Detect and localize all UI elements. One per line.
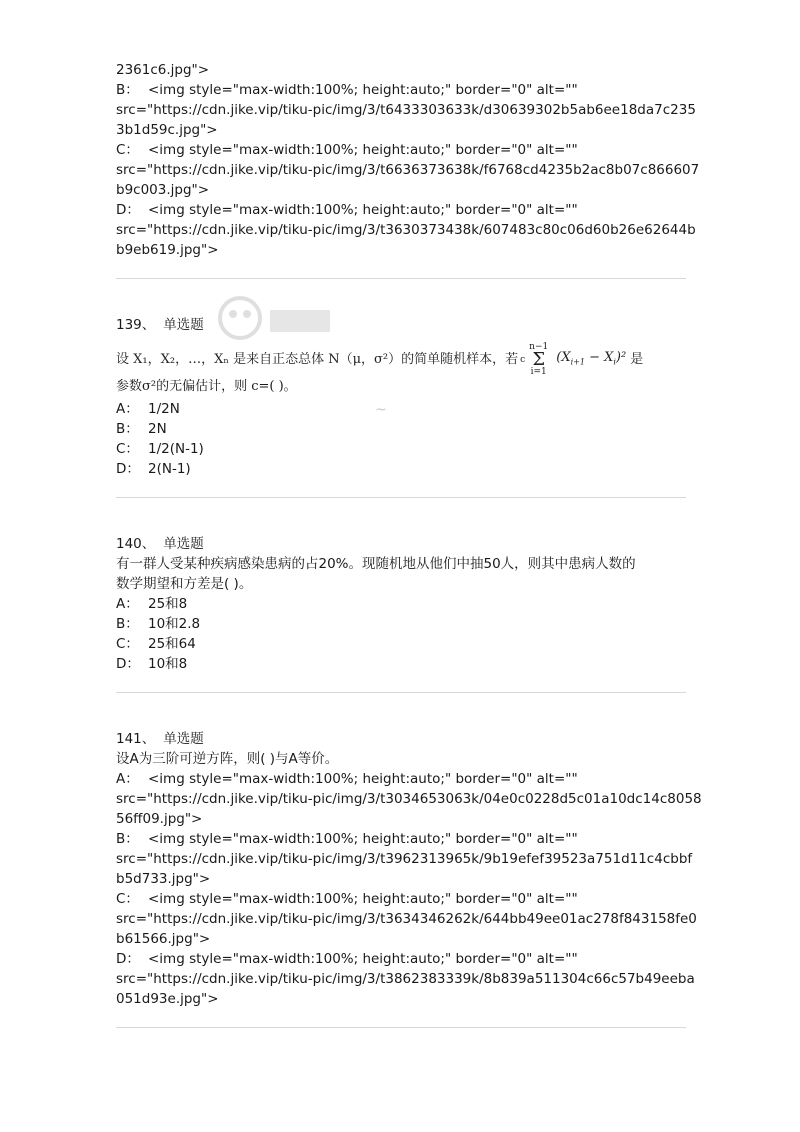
q138-option-c[interactable] [116, 140, 686, 160]
option-text-cont: 56ff09.jpg"> [116, 811, 203, 827]
option-c[interactable] [116, 634, 686, 654]
option-text-cont: 3b1d59c.jpg"> [116, 122, 218, 138]
question-number: 139、 [116, 317, 156, 333]
option-label: A： [116, 596, 139, 612]
option-text-cont: src="https://cdn.jike.vip/tiku-pic/img/3/t3862383339k/8b839a511304c66c57b49eeba [116, 971, 695, 987]
q138-option-d[interactable] [116, 200, 686, 220]
question-141 [116, 729, 702, 1009]
option-b[interactable] [116, 419, 686, 439]
question-number: 141、 [116, 731, 156, 747]
option-text: <img style="max-width:100%; height:auto;" border="0" alt="" [148, 82, 578, 98]
option-text: <img style="max-width:100%; height:auto;" border="0" alt="" [148, 771, 578, 787]
question-type: 单选题 [163, 317, 204, 333]
option-label: C： [116, 142, 139, 158]
option-text: <img style="max-width:100%; height:auto;" border="0" alt="" [148, 202, 578, 218]
option-text: <img style="max-width:100%; height:auto;" border="0" alt="" [148, 891, 578, 907]
expr-part: )² [615, 349, 627, 365]
option-text-cont: src="https://cdn.jike.vip/tiku-pic/img/3/t3634346262k/644bb49ee01ac278f843158fe0 [116, 911, 697, 927]
option-text-cont: src="https://cdn.jike.vip/tiku-pic/img/3/t3630373438k/607483c80c06d60b26e62644b [116, 222, 696, 238]
option-text: <img style="max-width:100%; height:auto;" border="0" alt="" [148, 831, 578, 847]
option-label: C： [116, 636, 139, 652]
option-d[interactable] [116, 654, 686, 674]
stem-text: 参数σ²的无偏估计，则 c=( )。 [116, 379, 297, 394]
sum-lower: i=1 [530, 367, 547, 377]
option-c[interactable] [116, 439, 686, 459]
question-139 [116, 315, 686, 479]
sum-symbol [529, 343, 548, 377]
page-content [116, 60, 702, 1028]
option-label: B： [116, 421, 139, 437]
option-text: <img style="max-width:100%; height:auto;" border="0" alt="" [148, 951, 578, 967]
question-header [116, 729, 686, 749]
option-text: 1/2N [148, 401, 180, 417]
option-b[interactable] [116, 614, 686, 634]
question-header [116, 315, 686, 335]
sigma-icon: Σ [532, 349, 546, 370]
option-text: 1/2(N-1) [148, 441, 204, 457]
option-label: A： [116, 771, 139, 787]
question-140 [116, 534, 686, 674]
option-text: 10和2.8 [148, 616, 201, 632]
option-label: D： [116, 202, 140, 218]
stem-text: 设A为三阶可逆方阵，则( )与A等价。 [116, 751, 339, 767]
option-label: C： [116, 441, 139, 457]
expr-part: (X [556, 349, 571, 365]
sum-upper: n−1 [529, 342, 549, 352]
option-text: 10和8 [148, 656, 188, 672]
formula-c: c [520, 355, 526, 365]
option-label: B： [116, 831, 139, 847]
expr-sub: i [613, 357, 616, 367]
option-text-cont: src="https://cdn.jike.vip/tiku-pic/img/3/t6636373638k/f6768cd4235b2ac8b07c866607 [116, 162, 700, 178]
option-text: 2N [148, 421, 167, 437]
options-list [116, 399, 686, 479]
option-text: 2(N-1) [148, 461, 191, 477]
option-b[interactable] [116, 829, 686, 849]
option-label: C： [116, 891, 139, 907]
option-a[interactable] [116, 769, 686, 789]
option-text-cont: b61566.jpg"> [116, 931, 211, 947]
stem-text: 是 [630, 352, 644, 367]
stem-text: 设 X₁，X₂，…，Xₙ 是来自正态总体 N（μ，σ²）的简单随机样本，若 [116, 352, 519, 367]
option-label: D： [116, 461, 140, 477]
option-text: 25和64 [148, 636, 196, 652]
question-number: 140、 [116, 536, 156, 552]
option-label: D： [116, 656, 140, 672]
sum-expression [556, 348, 626, 373]
option-label: B： [116, 82, 139, 98]
expr-sub: i+1 [570, 357, 585, 367]
option-d[interactable] [116, 459, 686, 479]
option-text-cont: b9eb619.jpg"> [116, 242, 219, 258]
watermark-mark: ~ [375, 402, 387, 418]
option-d[interactable] [116, 949, 686, 969]
stem-text: 有一群人受某种疾病感染患病的占20%。现随机地从他们中抽50人，则其中患病人数的 [116, 556, 636, 572]
question-type: 单选题 [163, 536, 204, 552]
option-label: B： [116, 616, 139, 632]
option-text-cont: 051d93e.jpg"> [116, 991, 219, 1007]
q138-option-a-tail: 2361c6.jpg"> [116, 62, 210, 78]
option-label: A： [116, 401, 139, 417]
option-a[interactable] [116, 399, 686, 419]
option-text-cont: src="https://cdn.jike.vip/tiku-pic/img/3/t3962313965k/9b19efef39523a751d11c4cbbf [116, 851, 693, 867]
option-text-cont: b5d733.jpg"> [116, 871, 211, 887]
question-divider [116, 1027, 686, 1028]
option-text: <img style="max-width:100%; height:auto;" border="0" alt="" [148, 142, 578, 158]
option-text-cont: src="https://cdn.jike.vip/tiku-pic/img/3/t3034653063k/04e0c0228d5c01a10dc14c8058 [116, 791, 702, 807]
option-text-cont: src="https://cdn.jike.vip/tiku-pic/img/3/t6433303633k/d30639302b5ab6ee18da7c235 [116, 102, 696, 118]
q138-option-b[interactable] [116, 80, 686, 100]
option-label: D： [116, 951, 140, 967]
option-a[interactable] [116, 594, 686, 614]
stem-text: 数学期望和方差是( )。 [116, 576, 253, 592]
question-header [116, 534, 686, 554]
option-c[interactable] [116, 889, 686, 909]
expr-part: − X [584, 349, 614, 365]
option-text-cont: b9c003.jpg"> [116, 182, 210, 198]
question-type: 单选题 [163, 731, 204, 747]
option-text: 25和8 [148, 596, 188, 612]
question-stem-formula [116, 342, 686, 377]
question-138-tail [116, 60, 700, 260]
